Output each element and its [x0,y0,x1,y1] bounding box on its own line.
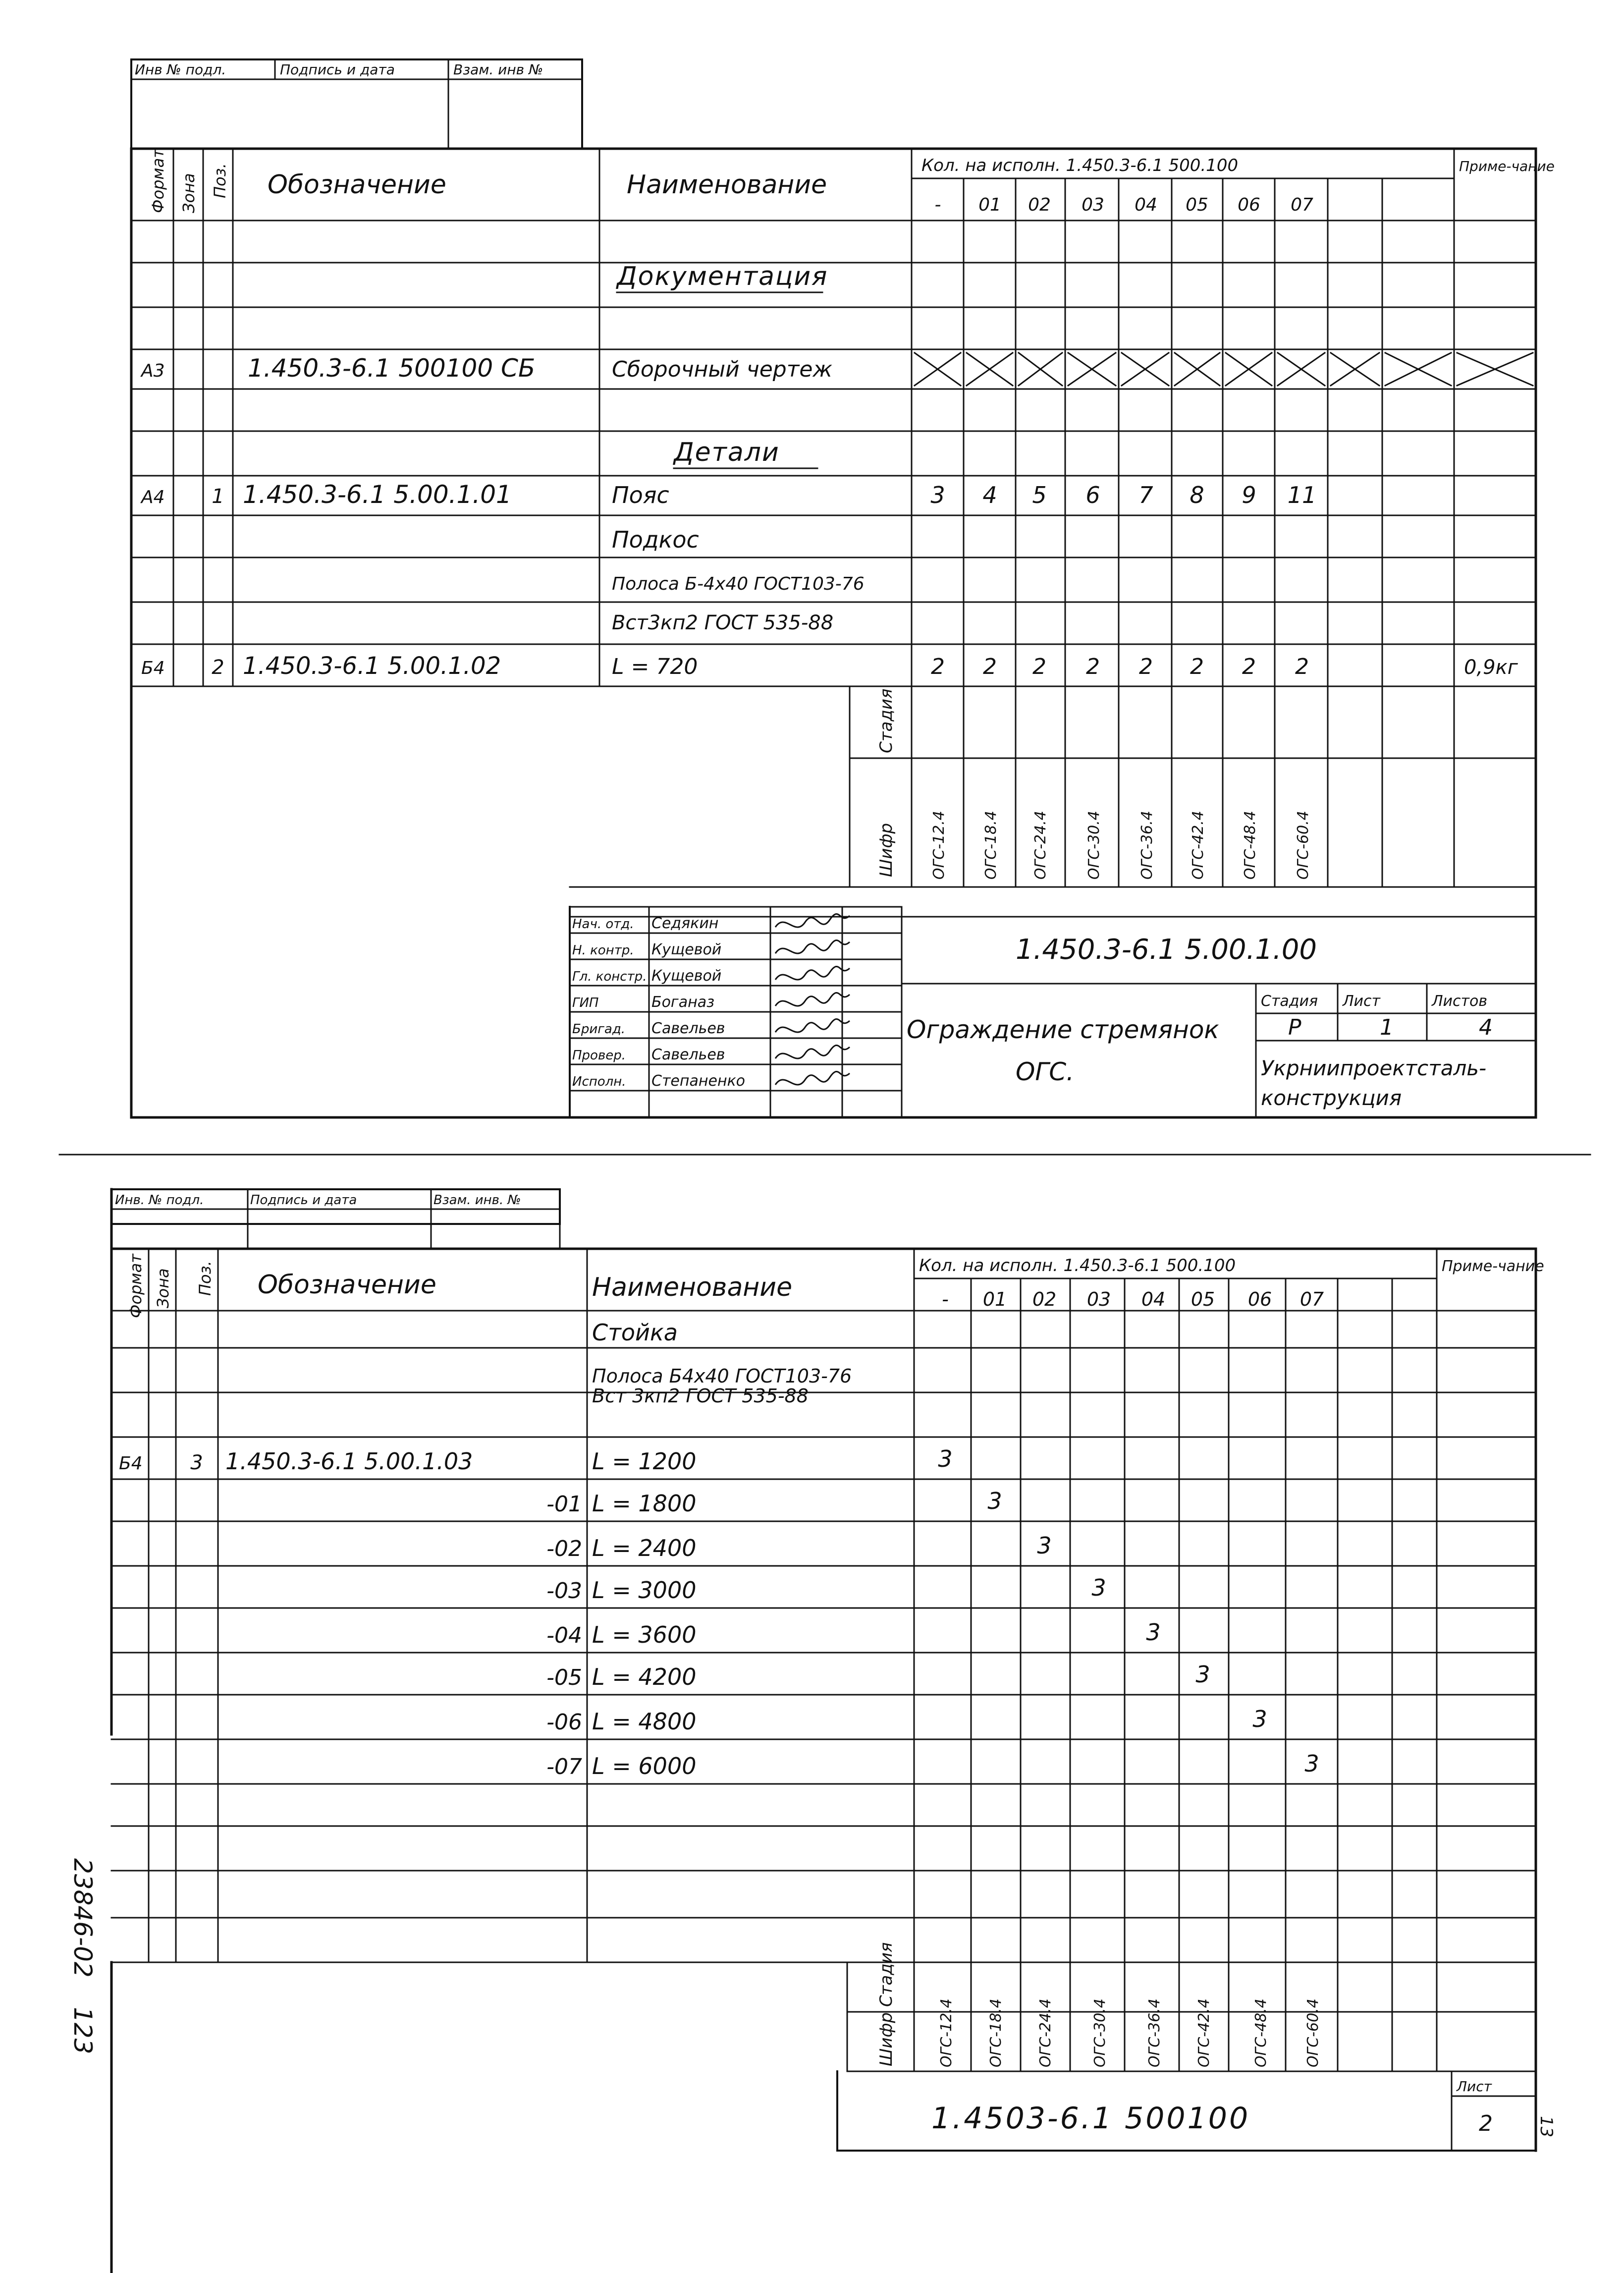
row1-qty-2: 5 [1032,482,1047,508]
col-name-header: Наименование [627,170,827,200]
row3-designation: 1.450.3-6.1 5.00.1.03 [225,1448,473,1475]
org-line-1: Укрниипроектсталь- [1261,1056,1487,1080]
row2-qty-5: 2 [1190,654,1204,679]
stamp-replace-label: Взам. инв № [453,61,543,78]
cipher-1-5: ОГС-42.4 [1190,811,1207,880]
variant-length-1: L = 1800 [592,1490,697,1517]
stamp-inv-label: Инв № подл. [135,61,226,78]
row2-qty-3: 2 [1086,654,1100,679]
cipher-2-4: ОГС-36.4 [1146,1998,1163,2067]
variant2-header-0: - [942,1288,949,1310]
role-2: Гл. констр. [572,969,647,984]
document-title: Ограждение стремянок [907,1015,1219,1044]
role-4: Бригад. [572,1022,626,1037]
row1-designation: 1.450.3-6.1 5.00.1.01 [243,480,512,509]
cipher-2-7: ОГС-60.4 [1304,1998,1322,2067]
doc-name: Сборочный чертеж [612,357,833,382]
signature-3 [775,993,850,1006]
margin-number: 23846-02 [68,1858,97,1978]
document-subtitle: ОГС. [1016,1057,1075,1086]
col2-note-header: Приме-чание [1442,1258,1544,1275]
variant-length-7: L = 6000 [592,1753,697,1779]
doc-designation: 1.450.3-6.1 500100 СБ [248,354,536,383]
col-note-header: Приме-чание [1459,158,1555,174]
row2-note: 0,9кг [1464,656,1518,679]
variant-header-0: - [934,195,941,215]
variant-qty-5: 3 [1195,1661,1210,1688]
stage-value: Р [1288,1015,1301,1040]
variant2-header-4: 04 [1141,1288,1166,1310]
corner-mark: 13 [1536,2116,1556,2138]
cipher-2-6: ОГС-48.4 [1252,1998,1270,2067]
sheets-value: 4 [1479,1015,1493,1040]
variant-qty-2: 3 [1037,1532,1052,1559]
row2-qty-2: 2 [1032,654,1046,679]
stage-label-1: Стадия [876,688,896,753]
variant2-header-5: 05 [1191,1288,1215,1310]
row1-name: Пояс [612,482,669,508]
cipher-2-2: ОГС-24.4 [1037,1998,1054,2067]
variant-suffix-4: -04 [546,1623,582,1648]
cipher-1-3: ОГС-30.4 [1085,811,1103,880]
stamp2-sign-label: Подпись и дата [250,1193,357,1208]
role-0: Нач. отд. [572,917,634,932]
signer-5: Савельев [651,1046,725,1063]
strip-line: Полоса Б4х40 ГОСТ103-76 [592,1365,852,1387]
variant2-header-1: 01 [982,1288,1007,1310]
variant-suffix-2: -02 [546,1536,582,1561]
stamp-sign-label: Подпись и дата [280,61,395,78]
row2-designation: 1.450.3-6.1 5.00.1.02 [243,652,501,680]
signature-5 [775,1045,850,1058]
row2-pos: 2 [212,656,224,679]
stage-header: Стадия [1261,993,1318,1010]
steel-line: Вст 3кп2 ГОСТ 535-88 [592,1385,809,1407]
sheet-value: 1 [1380,1015,1394,1040]
cipher-label-2: Шифр [876,2012,896,2066]
row2-qty-0: 2 [931,654,945,679]
signature-4 [775,1019,850,1032]
row3-format: Б4 [119,1453,143,1474]
variant-header-3: 03 [1082,195,1104,215]
variant-length-6: L = 4800 [592,1708,697,1735]
variant2-header-7: 07 [1299,1288,1324,1310]
row1-qty-6: 9 [1242,482,1256,508]
variant-qty-3: 3 [1091,1574,1106,1601]
variant-header-6: 06 [1238,195,1260,215]
variant-qty-0: 3 [938,1445,953,1472]
cipher-1-6: ОГС-48.4 [1242,811,1259,880]
variant2-header-6: 06 [1247,1288,1272,1310]
stamp2-replace-label: Взам. инв. № [433,1193,521,1208]
row1-pos: 1 [212,485,224,508]
signature-6 [775,1071,850,1085]
row2-format: Б4 [141,658,165,678]
variant2-header-2: 02 [1032,1288,1057,1310]
variant-header-5: 05 [1186,195,1208,215]
signer-2: Кущевой [651,967,722,985]
cipher-1-7: ОГС-60.4 [1295,811,1312,880]
signer-6: Степаненко [651,1072,746,1090]
col2-designation-header: Обозначение [258,1270,436,1300]
variant-header-7: 07 [1291,195,1313,215]
row2-qty-7: 2 [1295,654,1309,679]
signer-0: Седякин [651,915,719,932]
document-code-1: 1.450.3-6.1 5.00.1.00 [1016,934,1317,966]
sheet-header: Лист [1343,993,1381,1010]
podkos-line-3: Вст3кп2 ГОСТ 535-88 [612,611,834,634]
podkos-line-2: Полоса Б-4х40 ГОСТ103-76 [612,574,865,594]
cipher-2-0: ОГС-12.4 [938,1998,955,2067]
cipher-1-2: ОГС-24.4 [1032,811,1049,880]
row1-format: А4 [141,487,165,507]
cipher-label-1: Шифр [876,823,896,877]
sheet2-header: Лист [1457,2078,1492,2095]
role-6: Исполн. [572,1074,626,1089]
row1-qty-3: 6 [1085,482,1100,508]
variant-header-4: 04 [1135,195,1157,215]
document-code-2: 1.4503-6.1 500100 [931,2101,1250,2136]
col2-name-header: Наименование [592,1273,793,1302]
variant-qty-4: 3 [1146,1619,1161,1646]
col2-zone-header: Зона [154,1268,172,1308]
variant-qty-1: 3 [987,1488,1002,1514]
stamp2-inv-label: Инв. № подл. [115,1193,204,1208]
cipher-1-1: ОГС-18.4 [982,811,1000,880]
variant-suffix-7: -07 [546,1754,582,1779]
row1-qty-1: 4 [982,482,997,508]
cipher-1-0: ОГС-12.4 [930,811,948,880]
podkos-line-1: Подкос [612,526,699,553]
signer-1: Кущевой [651,941,722,958]
row2-qty-1: 2 [983,654,997,679]
variant-length-0: L = 1200 [592,1448,697,1475]
col-designation-header: Обозначение [268,170,446,200]
variant-suffix-3: -03 [546,1578,582,1604]
stoika-label: Стойка [592,1319,678,1346]
cipher-2-1: ОГС-18.4 [987,1998,1005,2067]
signature-1 [775,940,850,953]
signature-2 [775,966,850,980]
variant-suffix-6: -06 [546,1710,582,1735]
row3-pos: 3 [190,1451,203,1474]
org-line-2: конструкция [1261,1086,1402,1110]
variant-qty-7: 3 [1304,1750,1319,1777]
row1-qty-5: 8 [1190,482,1204,508]
row2-name: L = 720 [612,654,698,679]
row1-qty-7: 11 [1287,482,1317,508]
cipher-2-3: ОГС-30.4 [1091,1998,1109,2067]
signature-0 [775,914,850,927]
stage-label-2: Стадия [876,1942,896,2007]
col2-qty-header: Кол. на исполн. 1.450.3-6.1 500.100 [919,1256,1236,1275]
col-format-header: Формат [149,149,167,213]
sheet2-value: 2 [1479,2111,1493,2136]
variant-length-4: L = 3600 [592,1621,697,1648]
row2-qty-4: 2 [1139,654,1153,679]
signer-4: Савельев [651,1020,725,1037]
section-parts: Детали [674,438,780,467]
col-qty-header: Кол. на исполн. 1.450.3-6.1 500.100 [921,156,1239,175]
col-zone-header: Зона [179,173,198,213]
cipher-2-5: ОГС-42.4 [1195,1998,1213,2067]
row2-qty-6: 2 [1242,654,1256,679]
variant-qty-6: 3 [1252,1706,1267,1732]
variant-length-3: L = 3000 [592,1577,697,1604]
role-5: Провер. [572,1048,626,1063]
role-1: Н. контр. [572,943,634,958]
section-documentation: Документация [617,262,828,291]
margin-page: 123 [68,2007,97,2054]
col2-format-header: Формат [126,1254,145,1318]
doc-format: А3 [141,361,165,381]
role-3: ГИП [572,996,599,1010]
cipher-1-4: ОГС-36.4 [1138,811,1156,880]
variant-length-5: L = 4200 [592,1663,697,1690]
variant-length-2: L = 2400 [592,1535,697,1561]
variant2-header-3: 03 [1086,1288,1111,1310]
variant-header-2: 02 [1028,195,1051,215]
sheets-header: Листов [1432,993,1488,1010]
row1-qty-4: 7 [1138,482,1153,508]
variant-header-1: 01 [978,195,1001,215]
variant-suffix-1: -01 [546,1492,582,1517]
signer-3: Боганаз [651,994,715,1011]
row1-qty-0: 3 [930,482,945,508]
variant-suffix-5: -05 [546,1665,582,1690]
col-pos-header: Поз. [211,163,229,198]
col2-pos-header: Поз. [196,1261,215,1296]
